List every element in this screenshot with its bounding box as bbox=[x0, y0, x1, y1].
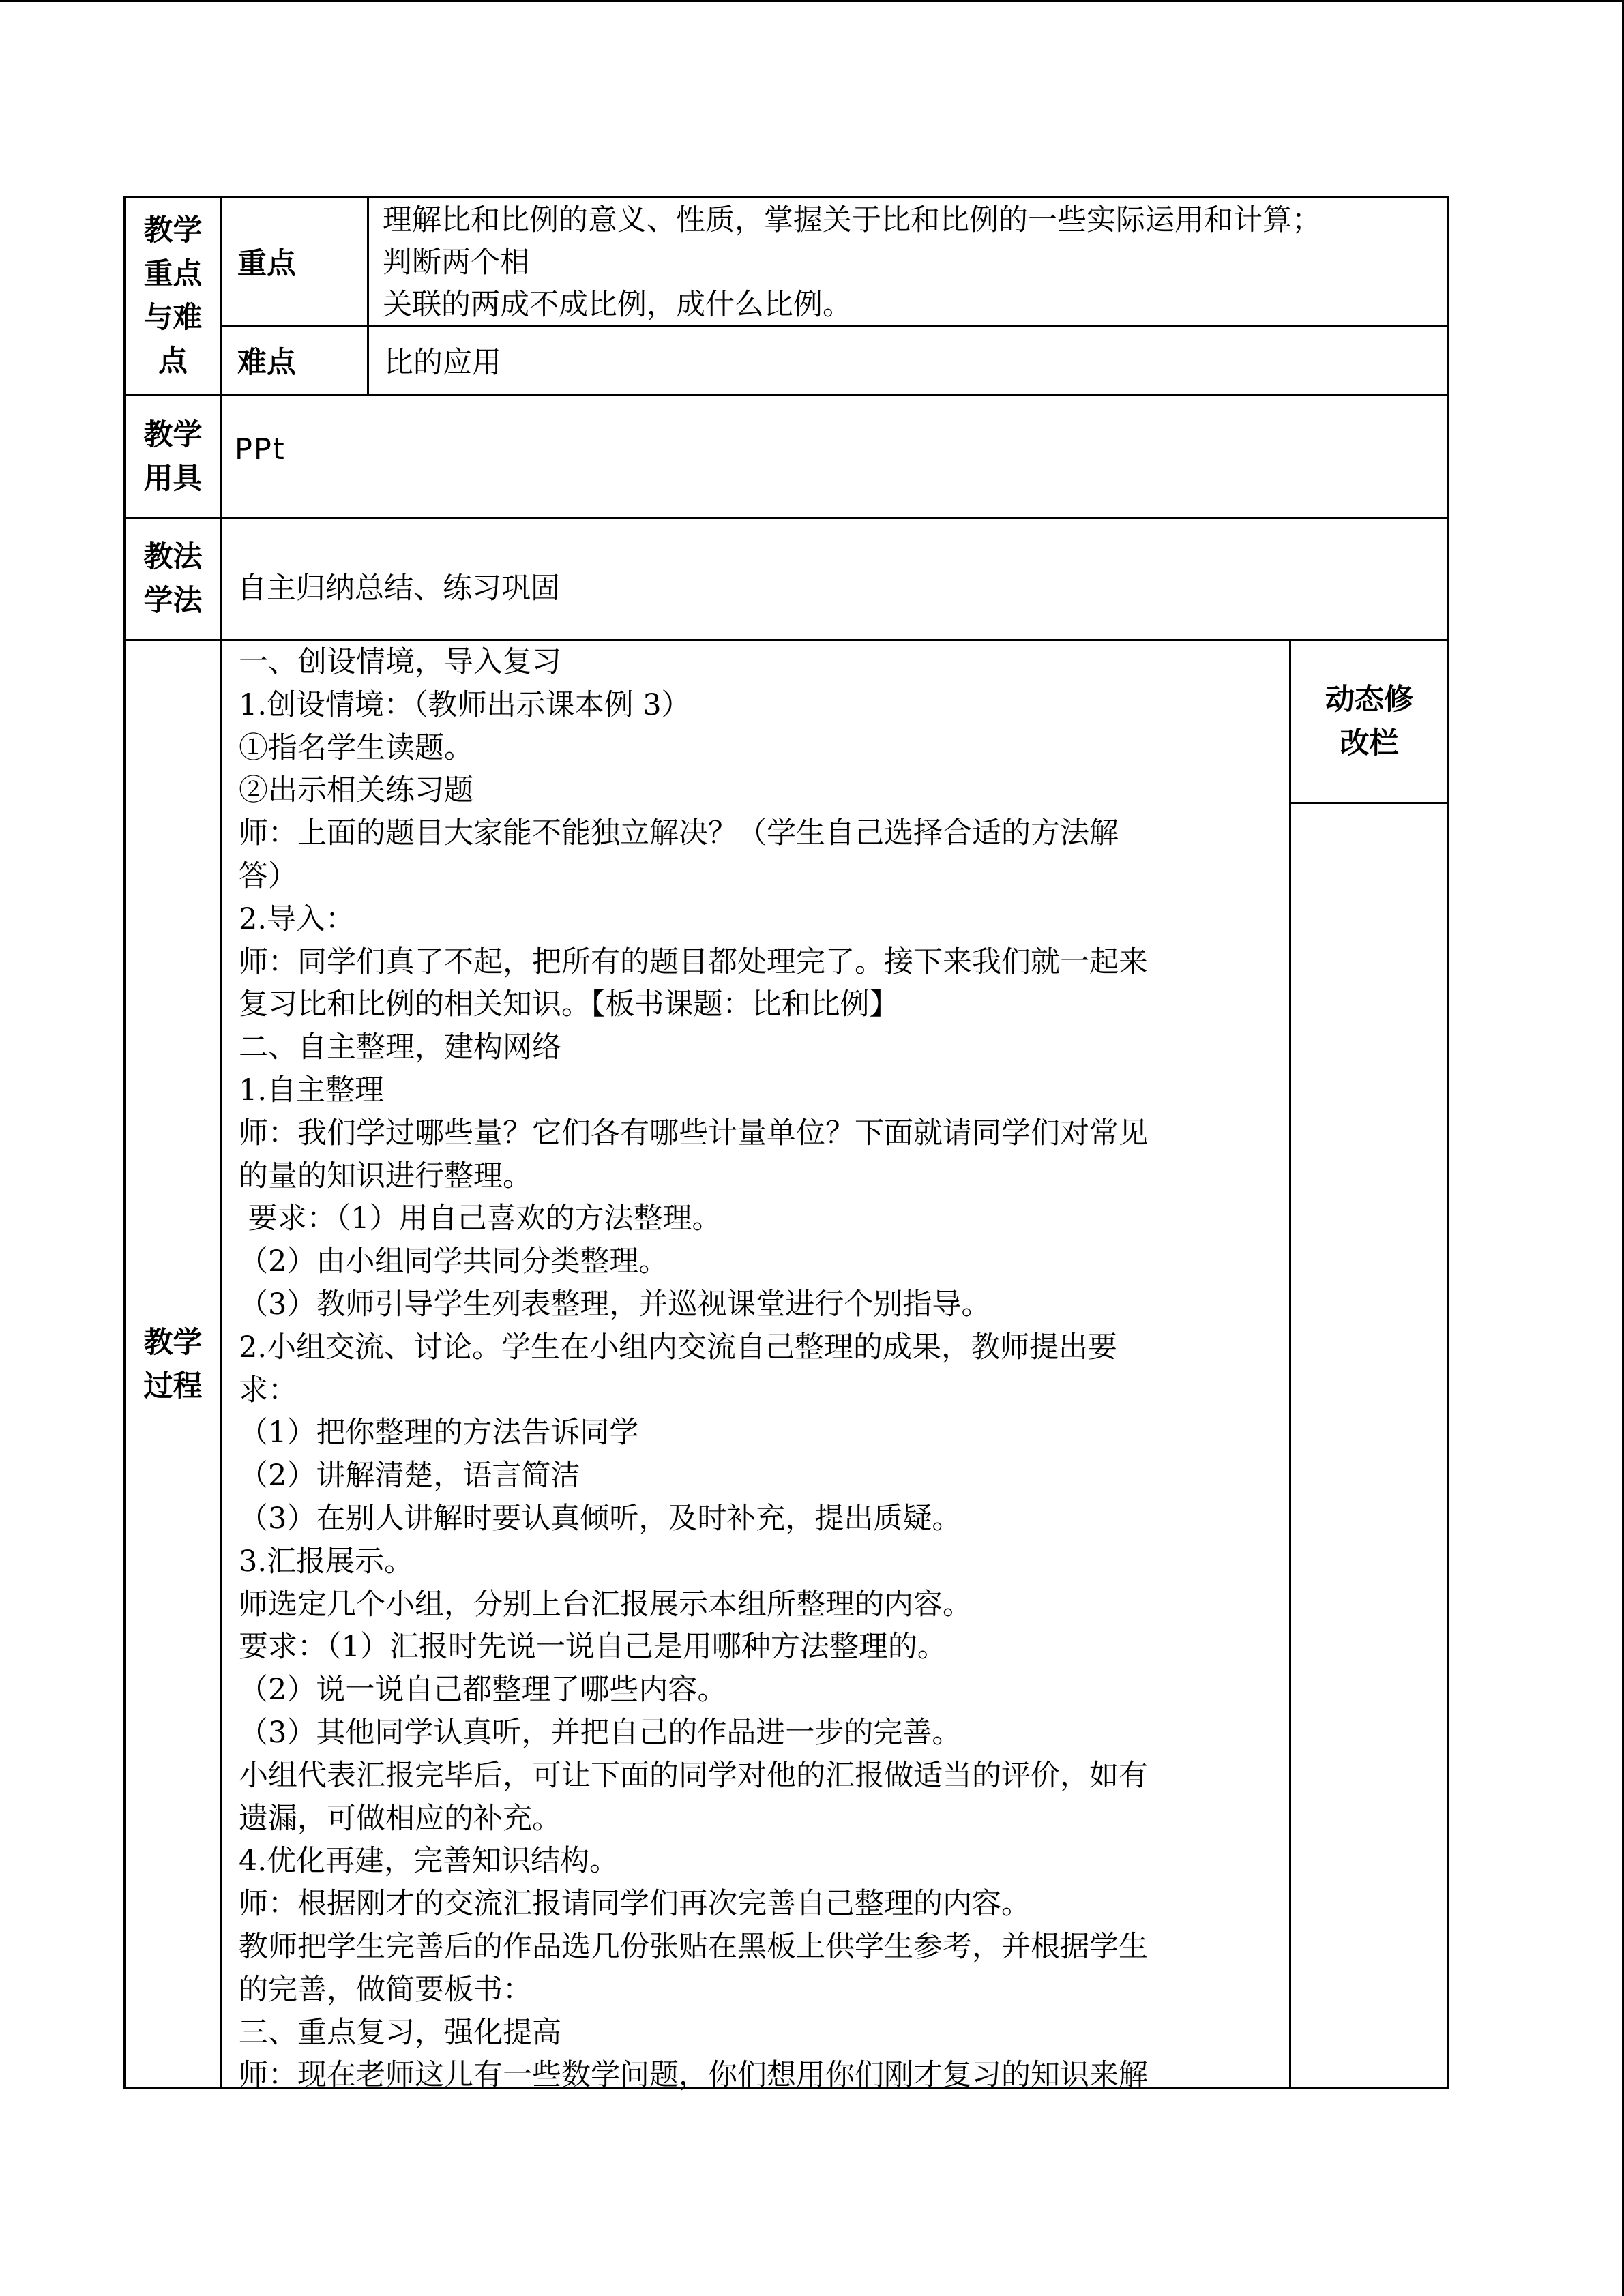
label-line: 学法 bbox=[143, 584, 203, 618]
process-line: 的量的知识进行整理。 bbox=[239, 1159, 532, 1193]
key-difficult-label bbox=[126, 198, 220, 394]
difficult-points-label: 难点 bbox=[237, 346, 296, 380]
process-line: 师：上面的题目大家能不能独立解决？（学生自己选择合适的方法解 bbox=[239, 816, 1119, 851]
process-line: 一、创设情境，导入复习 bbox=[239, 645, 561, 679]
process-line: （2）由小组同学共同分类整理。 bbox=[239, 1244, 668, 1279]
process-content bbox=[225, 641, 1289, 2097]
label-line: 教学 bbox=[143, 213, 203, 248]
process-line: 小组代表汇报完毕后，可让下面的同学对他的汇报做适当的评价，如有 bbox=[239, 1758, 1148, 1793]
process-line: 要求：（1）用自己喜欢的方法整理。 bbox=[239, 1202, 722, 1236]
key-line: 关联的两成不成比例，成什么比例。 bbox=[383, 288, 852, 322]
process-line: ①指名学生读题。 bbox=[239, 730, 473, 765]
label-line: 教法 bbox=[143, 540, 203, 574]
process-line: （1）把你整理的方法告诉同学 bbox=[239, 1416, 639, 1450]
label-line: 与难 bbox=[143, 301, 203, 335]
process-line: 二、自主整理，建构网络 bbox=[239, 1030, 561, 1065]
key-points-content bbox=[369, 198, 1447, 325]
process-line: 2.导入： bbox=[239, 901, 355, 936]
label-line: 动态修 bbox=[1325, 683, 1413, 717]
difficult-points-content: 比的应用 bbox=[384, 346, 501, 380]
methods-label bbox=[126, 519, 220, 639]
process-line: （2）说一说自己都整理了哪些内容。 bbox=[239, 1673, 727, 1708]
process-line: 师：我们学过哪些量？它们各有哪些计量单位？下面就请同学们对常见 bbox=[239, 1116, 1148, 1150]
table-rule bbox=[1447, 196, 1449, 2089]
process-label bbox=[126, 641, 220, 2087]
process-line: 三、重点复习，强化提高 bbox=[239, 2015, 561, 2050]
tools-label bbox=[126, 396, 220, 517]
label-line: 重点 bbox=[143, 257, 203, 291]
process-line: 3.汇报展示。 bbox=[239, 1544, 414, 1579]
process-line: 师：根据刚才的交流汇报请同学们再次完善自己整理的内容。 bbox=[239, 1887, 1031, 1922]
label-line: 教学 bbox=[143, 417, 203, 452]
process-line: （3）教师引导学生列表整理，并巡视课堂进行个别指导。 bbox=[239, 1287, 991, 1322]
revision-column-header bbox=[1291, 641, 1447, 802]
process-line: 要求：（1）汇报时先说一说自己是用哪种方法整理的。 bbox=[239, 1630, 947, 1665]
revision-column-body[interactable] bbox=[1291, 804, 1447, 2087]
process-line: 教师把学生完善后的作品选几份张贴在黑板上供学生参考，并根据学生 bbox=[239, 1929, 1148, 1964]
process-line: 1.创设情境：（教师出示课本例 3） bbox=[239, 687, 691, 722]
label-line: 过程 bbox=[143, 1369, 203, 1403]
process-line: 复习比和比例的相关知识。【板书课题：比和比例】 bbox=[239, 987, 899, 1022]
process-line: （2）讲解清楚，语言简洁 bbox=[239, 1459, 580, 1493]
label-line: 用具 bbox=[143, 461, 203, 496]
tools-content: PPt bbox=[235, 432, 286, 466]
process-line: ②出示相关练习题 bbox=[239, 773, 473, 808]
process-line: 遗漏，可做相应的补充。 bbox=[239, 1801, 561, 1836]
process-line: 师选定几个小组，分别上台汇报展示本组所整理的内容。 bbox=[239, 1587, 972, 1622]
process-line: 求： bbox=[239, 1373, 297, 1407]
process-line: （3）其他同学认真听，并把自己的作品进一步的完善。 bbox=[239, 1715, 962, 1750]
process-line: 4.优化再建，完善知识结构。 bbox=[239, 1844, 619, 1879]
label-line: 点 bbox=[158, 344, 188, 378]
label-line: 教学 bbox=[143, 1325, 203, 1360]
process-line: 2.小组交流、讨论。学生在小组内交流自己整理的成果，教师提出要 bbox=[239, 1330, 1118, 1365]
process-line: （3）在别人讲解时要认真倾听，及时补充，提出质疑。 bbox=[239, 1501, 962, 1536]
key-line: 理解比和比例的意义、性质，掌握关于比和比例的一些实际运用和计算； bbox=[383, 203, 1321, 237]
process-line: 的完善，做简要板书： bbox=[239, 1972, 532, 2007]
key-line: 判断两个相 bbox=[383, 245, 529, 280]
label-line: 改栏 bbox=[1340, 726, 1399, 760]
methods-content: 自主归纳总结、练习巩固 bbox=[237, 571, 560, 606]
process-line: 师：现在老师这儿有一些数学问题，你们想用你们刚才复习的知识来解 bbox=[239, 2058, 1148, 2093]
process-line: 1.自主整理 bbox=[239, 1073, 385, 1107]
key-points-label: 重点 bbox=[237, 246, 296, 281]
process-line: 师：同学们真了不起，把所有的题目都处理完了。接下来我们就一起来 bbox=[239, 944, 1148, 979]
process-line: 答） bbox=[239, 859, 297, 893]
